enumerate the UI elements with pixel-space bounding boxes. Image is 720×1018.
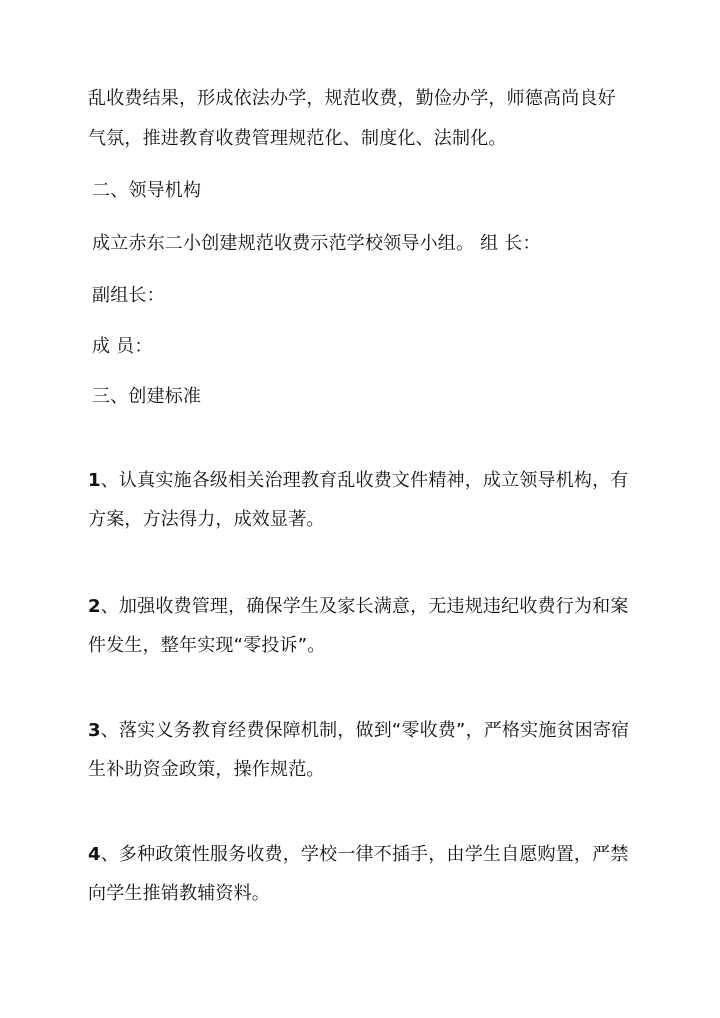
paragraph-line: 乱收费结果，形成依法办学，规范收费，勤俭办学，师德高尚良好 (88, 88, 616, 109)
standard-text: 、加强收费管理，确保学生及家长满意，无违规违纪收费行为和案 (100, 596, 629, 617)
standard-continuation: 件发生，整年实现“零投诉”。 (88, 635, 326, 656)
section-heading-leadership: 二、领导机构 (92, 180, 202, 201)
standard-item (88, 469, 629, 493)
standard-item (88, 843, 629, 867)
standard-number: 1 (88, 470, 101, 491)
standard-number: 4 (88, 844, 101, 865)
standard-number: 3 (88, 720, 101, 741)
leadership-intro: 成立赤东二小创建规范收费示范学校领导小组。 组 长： (92, 233, 541, 254)
members-label: 成 员： (92, 336, 153, 357)
standard-continuation: 方案，方法得力，成效显著。 (88, 509, 325, 530)
standard-text: 、多种政策性服务收费，学校一律不插手，由学生自愿购置，严禁 (100, 844, 629, 865)
deputy-leader-label: 副组长： (92, 285, 165, 306)
standard-text: 、落实义务教育经费保障机制，做到“零收费”，严格实施贫困寄宿 (100, 720, 630, 741)
paragraph-line: 气氛，推进教育收费管理规范化、制度化、法制化。 (88, 128, 507, 149)
standard-continuation: 向学生推销教辅资料。 (88, 883, 270, 904)
standard-text: 、认真实施各级相关治理教育乱收费文件精神，成立领导机构，有 (100, 470, 629, 491)
section-heading-standards: 三、创建标准 (92, 386, 202, 407)
standard-number: 2 (88, 596, 101, 617)
standard-item (88, 719, 629, 743)
standard-item (88, 595, 629, 619)
standard-continuation: 生补助资金政策，操作规范。 (88, 759, 325, 780)
